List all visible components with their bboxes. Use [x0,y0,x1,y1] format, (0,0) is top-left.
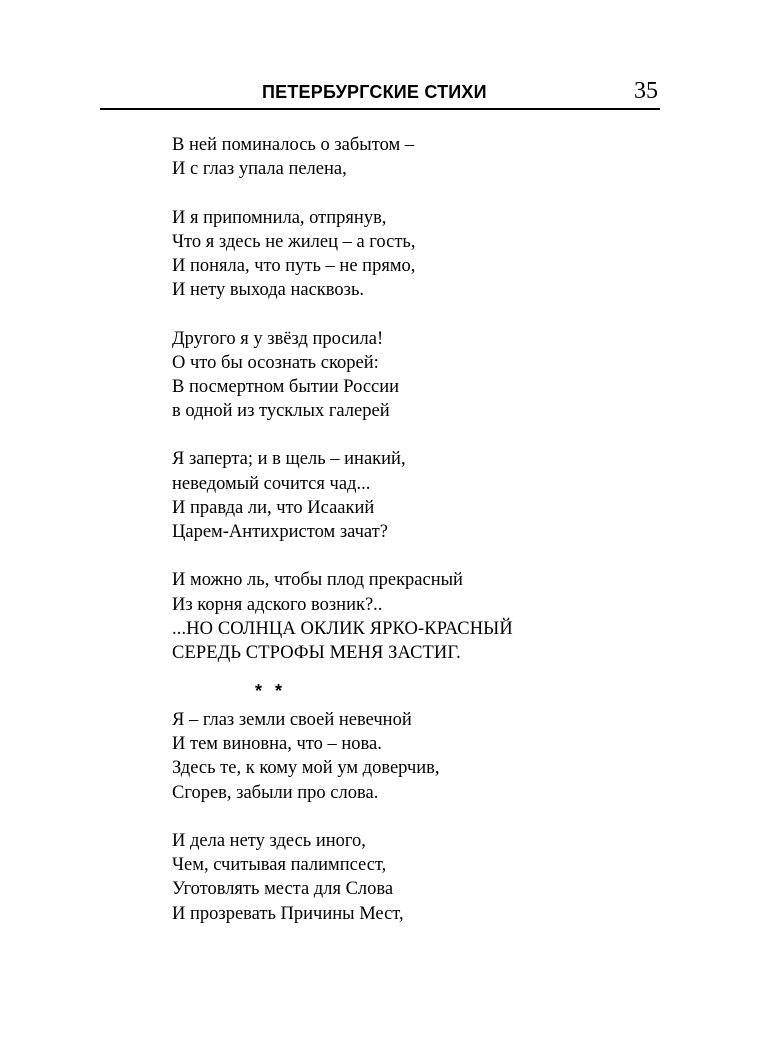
poem-line: в одной из тусклых галерей [172,401,390,422]
poem-line: В посмертном бытии России [172,376,400,397]
stanza [172,133,632,181]
stanza-gap [172,423,632,447]
stanza-gap [172,805,632,829]
stanza [172,327,632,424]
running-title: ПЕТЕРБУРГСКИЕ СТИХИ [262,82,487,102]
poem-first [172,133,632,665]
poem-line: И правда ли, что Исаакий [172,497,375,518]
poem-line: Я заперта; и в щель – инакий, [172,449,406,470]
page-number: 35 [634,78,658,104]
poem-line: Что я здесь не жилец – а гость, [172,231,416,252]
poem-line: И прозревать Причины Мест, [172,903,404,924]
stanza [172,206,632,303]
poem-line-caps: СЕРЕДЬ СТРОФЫ МЕНЯ ЗАСТИГ. [172,642,461,663]
poem-line: И с глаз упала пелена, [172,159,347,180]
poem-line: И дела нету здесь иного, [172,830,366,851]
stanza-gap [172,544,632,568]
stanza [172,829,632,926]
poem-line: Чем, считывая палимпсест, [172,855,387,876]
stanza-gap [172,181,632,205]
section-separator: * * [255,681,287,701]
stanza [172,447,632,544]
stanza [172,568,632,665]
poem-line: И тем виновна, что – нова. [172,734,382,755]
poem-line: Другого я у звёзд просила! [172,328,384,349]
poem-line: Царем-Антихристом зачат? [172,522,388,542]
poem-line: неведомый сочится чад... [172,473,371,494]
stanza-gap [172,302,632,326]
poem-line: Я – глаз земли своей невечной [172,710,412,730]
poem-line: Сгорев, забыли про слова. [172,782,379,803]
poem-line: О что бы осознать скорей: [172,352,379,373]
poem-line: И я припомнила, отпрянув, [172,207,387,228]
poem-line: И можно ль, чтобы плод прекрасный [172,570,463,591]
poem-line: И нету выхода насквозь. [172,280,365,301]
running-header [100,76,660,110]
poem-line: В ней поминалось о забытом – [172,135,415,155]
poem-second [172,708,632,926]
poem-line-caps: ...НО СОЛНЦА ОКЛИК ЯРКО-КРАСНЫЙ [172,618,513,639]
poem-line: И поняла, что путь – не прямо, [172,255,416,276]
poem-line: Здесь те, к кому мой ум доверчив, [172,758,440,779]
poem-line: Из корня адского возник?.. [172,594,383,615]
stanza [172,708,632,805]
poem-line: Уготовлять места для Слова [172,879,394,900]
